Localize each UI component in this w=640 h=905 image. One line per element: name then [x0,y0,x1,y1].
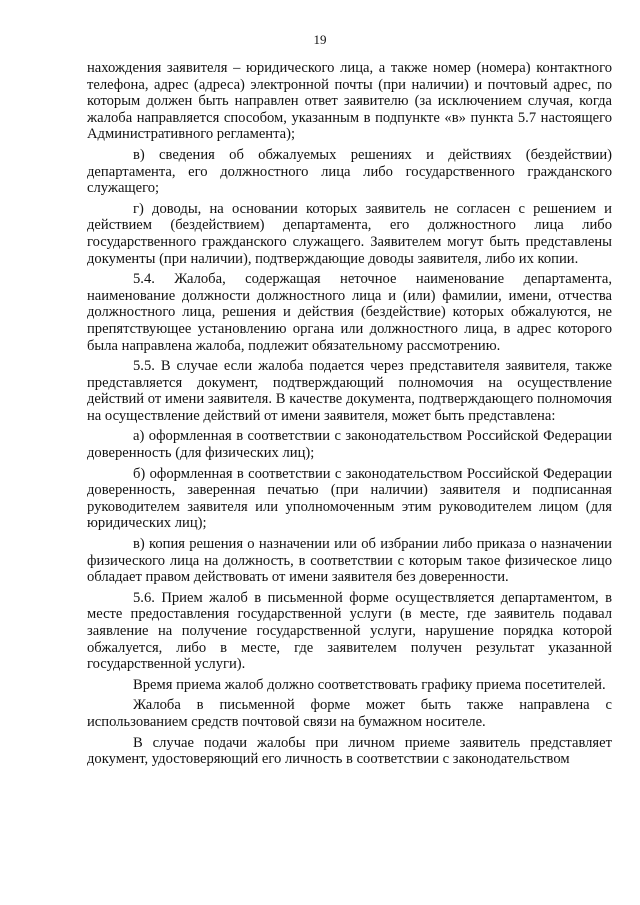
paragraph-applicant-address: нахождения заявителя – юридического лица, а также номер (номера) контактного телефона, адрес (адреса) электронной почты (при наличии) и почтовый адрес, по которым должен быть направлен ответ заявителю (за исключением случая, когда жалоба направляется способом, указанным в подпункте «в» пункта 5.7 настоящего Административного регламента); [87,60,612,143]
paragraph-item-a-power-of-attorney: а) оформленная в соответствии с законодательством Российской Федерации доверенность (для физических лиц); [87,428,612,462]
paragraph-postal-submission: Жалоба в письменной форме может быть также направлена с использованием средств почтовой связи на бумажном носителе. [87,697,612,730]
paragraph-item-b-legal-entity-attorney: б) оформленная в соответствии с законодательством Российской Федерации доверенность, заверенная печатью (при наличии) заявителя и подписанная руководителем заявителя или уполномоченным этим руководителем лицом (для юридических лиц); [87,465,612,532]
paragraph-reception-schedule: Время приема жалоб должно соответствовать графику приема посетителей. [133,676,606,693]
document-body [87,60,612,772]
paragraph-item-g-arguments: г) доводы, на основании которых заявитель не согласен с решением и действием (бездействием) департамента, его должностного лица либо государственного гражданского служащего. Заявителем могут быть представлены документы (при наличии), подтверждающие доводы заявителя, либо их копии. [87,200,612,267]
paragraph-section-5-4: 5.4. Жалоба, содержащая неточное наименование департамента, наименование должности должностного лица и (или) фамилии, имени, отчества должностного лица, решения и действия (бездействие) которых обжалуются, не препятствующее установлению органа или должностного лица, в адрес которого была направлена жалоба, подлежит обязательному рассмотрению. [87,271,612,354]
paragraph-item-v-appointment-copy: в) копия решения о назначении или об избрании либо приказа о назначении физического лица на должность, в соответствии с которым такое физическое лицо обладает правом действовать от имени заявителя без доверенности. [87,536,612,586]
paragraph-section-5-6: 5.6. Прием жалоб в письменной форме осуществляется департаментом, в месте предоставления государственной услуги (в месте, где заявитель подавал заявление на получение государственной услуги, нарушение порядка которой обжалуется, либо в месте, где заявителем получен результат указанной государственной услуги). [87,589,612,673]
paragraph-section-5-5: 5.5. В случае если жалоба подается через представителя заявителя, также представляется документ, подтверждающий полномочия на осуществление действий от имени заявителя. В качестве документа, подтверждающего полномочия на осуществление действий от имени заявителя, может быть представлена: [87,358,612,424]
page-number: 19 [313,32,327,47]
paragraph-item-v-appealed-decisions: в) сведения об обжалуемых решениях и действиях (бездействии) департамента, его должностного лица либо государственного гражданского служащего; [87,146,612,197]
paragraph-personal-reception: В случае подачи жалобы при личном приеме заявитель представляет документ, удостоверяющий его личность в соответствии с законодательством [87,734,612,768]
